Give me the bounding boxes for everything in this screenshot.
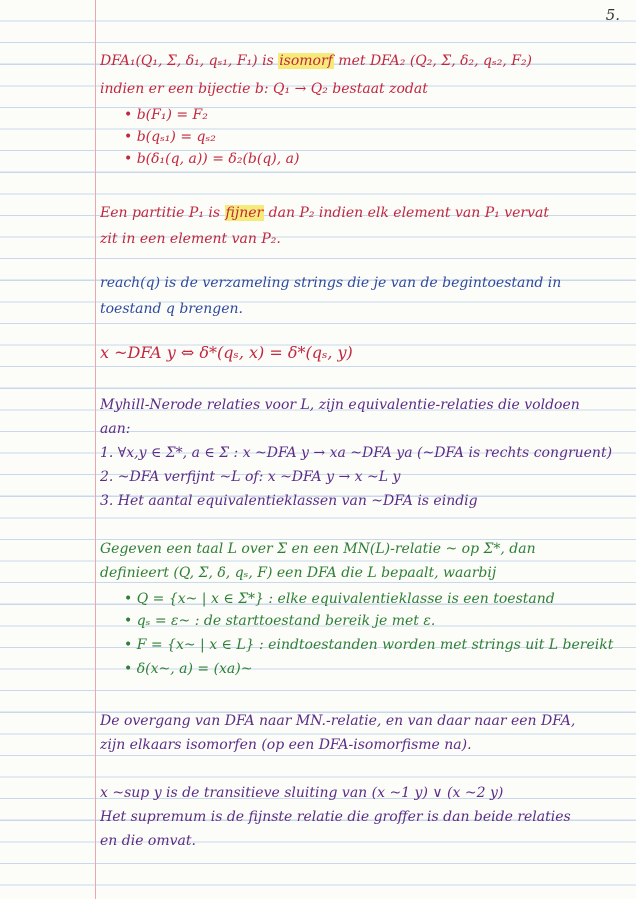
- margin-line: [95, 0, 96, 899]
- overgang-line-2: zijn elkaars isomorfen (op een DFA-isomorfisme na).: [100, 737, 472, 753]
- dfa-iso-line-2: indien er een bijectie b: Q₁ → Q₂ bestaat zodat: [100, 81, 428, 97]
- myhill-item-1: 1. ∀x,y ∈ Σ*, a ∈ Σ : x ~DFA y → xa ~DFA ya (~DFA is rechts congruent): [100, 445, 613, 461]
- gegeven-bullet-2: • qₛ = ε~ : de starttoestand bereik je met ε.: [124, 613, 436, 629]
- gegeven-bullet-4: • δ(x~, a) = (xa)~: [124, 661, 253, 677]
- gegeven-bullet-1: • Q = {x~ | x ∈ Σ*} : elke equivalentieklasse is een toestand: [124, 591, 555, 607]
- reach-line-2: toestand q brengen.: [100, 301, 244, 317]
- partitie-text-b: dan P₂ indien elk element van P₁ vervat: [264, 205, 549, 221]
- myhill-line-2: aan:: [100, 421, 131, 437]
- myhill-item-3: 3. Het aantal equivalentieklassen van ~DFA is eindig: [100, 493, 478, 509]
- dfa-iso-bullet-3: • b(δ₁(q, a)) = δ₂(b(q), a): [124, 151, 300, 167]
- sup-line-3: en die omvat.: [100, 833, 196, 849]
- dfa-iso-text-a: DFA₁(Q₁, Σ, δ₁, qₛ₁, F₁) is: [100, 53, 279, 69]
- sup-line-2: Het supremum is de fijnste relatie die groffer is dan beide relaties: [100, 809, 571, 825]
- myhill-item-2: 2. ~DFA verfijnt ~L of: x ~DFA y → x ~L y: [100, 469, 401, 485]
- dfa-iso-line-1: [100, 52, 630, 70]
- gegeven-line-2: definieert (Q, Σ, δ, qₛ, F) een DFA die L bepaalt, waarbij: [100, 565, 497, 581]
- overgang-line-1: De overgang van DFA naar MN.-relatie, en van daar naar een DFA,: [100, 713, 576, 729]
- reach-line-1: reach(q) is de verzameling strings die je van de begintoestand in: [100, 275, 562, 291]
- isomorf-highlight: isomorf: [279, 53, 333, 69]
- partitie-line-2: zit in een element van P₂.: [100, 231, 281, 247]
- dfa-iso-bullet-2: • b(qₛ₁) = qₛ₂: [124, 129, 216, 145]
- gegeven-line-1: Gegeven een taal L over Σ en een MN(L)-relatie ~ op Σ*, dan: [100, 541, 536, 557]
- gegeven-bullet-3: • F = {x~ | x ∈ L} : eindtoestanden worden met strings uit L bereikt: [124, 637, 614, 653]
- equiv-definition: x ~DFA y ⇔ δ*(qₛ, x) = δ*(qₛ, y): [100, 344, 353, 362]
- dfa-iso-text-b: met DFA₂ (Q₂, Σ, δ₂, qₛ₂, F₂): [333, 53, 533, 69]
- page-number: 5.: [605, 6, 620, 24]
- sup-line-1: x ~sup y is de transitieve sluiting van (x ~1 y) ∨ (x ~2 y): [100, 785, 504, 801]
- fijner-highlight: fijner: [225, 205, 264, 221]
- dfa-iso-bullet-1: • b(F₁) = F₂: [124, 107, 208, 123]
- partitie-line-1: [100, 204, 630, 222]
- partitie-text-a: Een partitie P₁ is: [100, 205, 225, 221]
- myhill-line-1: Myhill-Nerode relaties voor L, zijn equivalentie-relaties die voldoen: [100, 397, 580, 413]
